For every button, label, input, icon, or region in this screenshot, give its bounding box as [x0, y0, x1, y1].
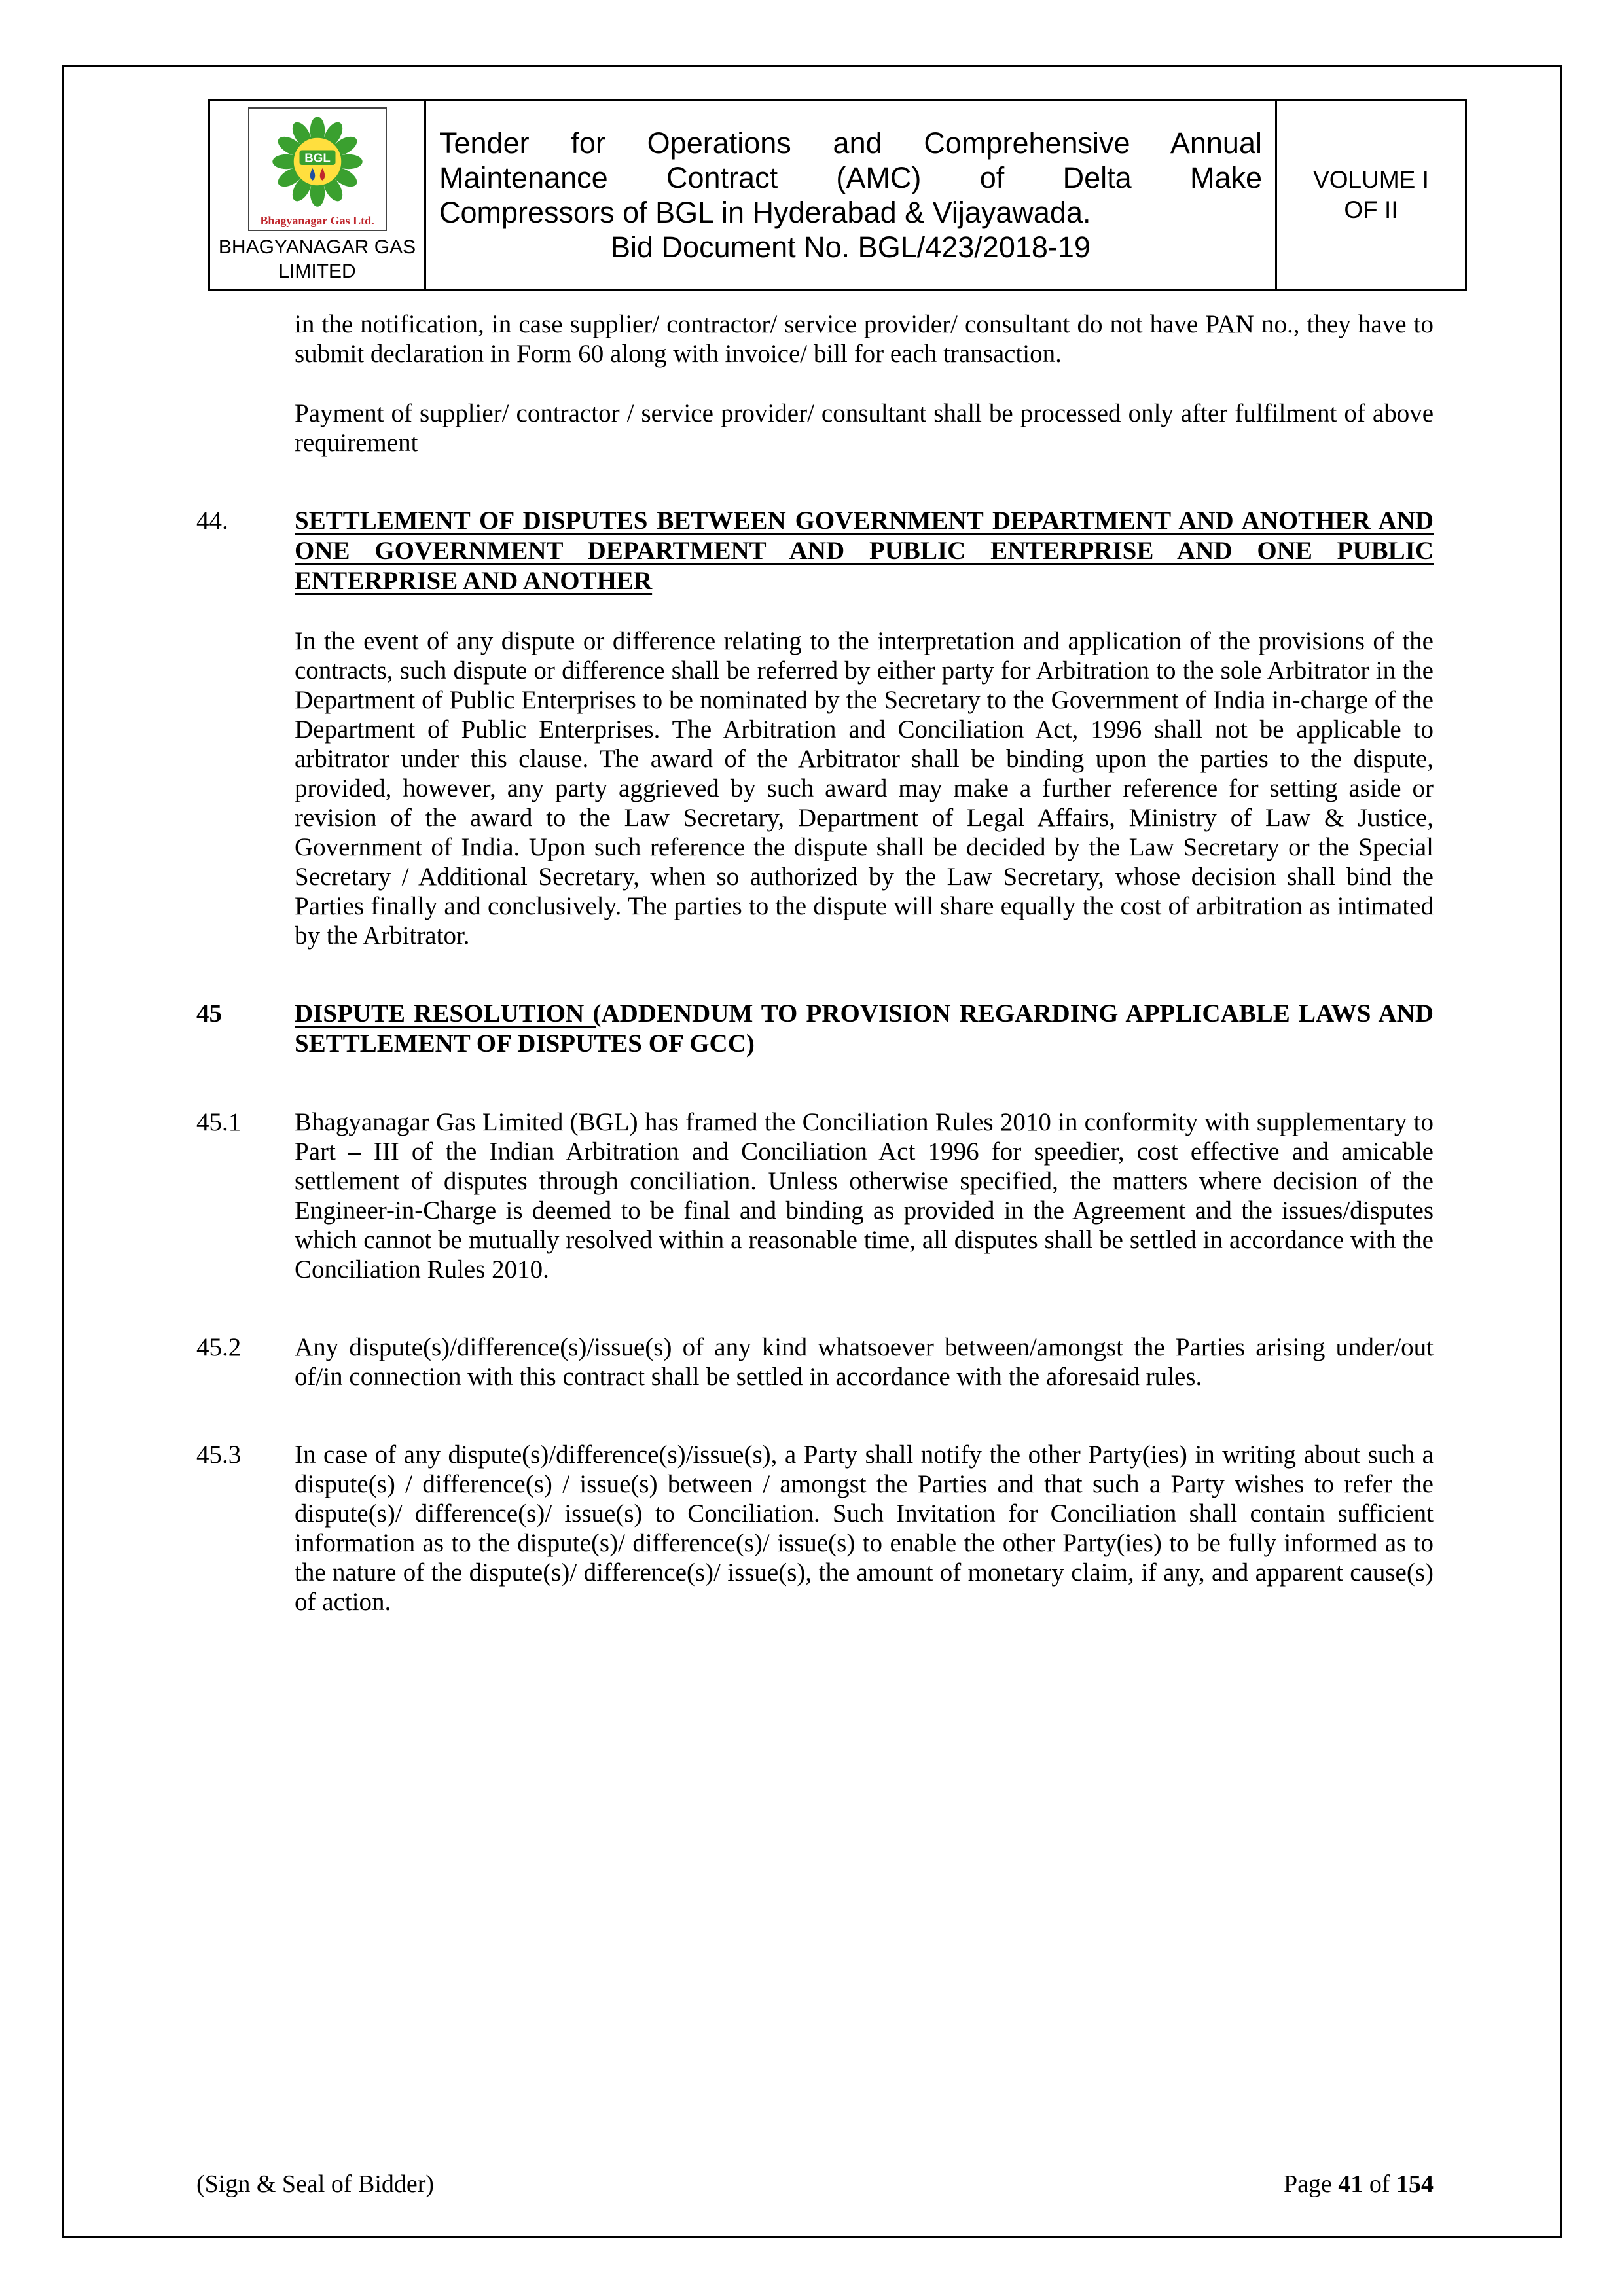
intro-paragraph-1: in the notification, in case supplier/ contractor/ service provider/ consultant do not have PAN no., they have to submit declaration in Form 60 along with invoice/ bill for each transaction.	[295, 310, 1434, 368]
logo-frame	[248, 107, 387, 231]
title-cell	[425, 100, 1276, 290]
logo-caption: Bhagyanagar Gas Ltd.	[260, 214, 374, 227]
header-table	[208, 99, 1467, 291]
logo-abbrev-text: BGL	[304, 151, 331, 165]
document-body	[196, 310, 1434, 1617]
intro-paragraph-2: Payment of supplier/ contractor / service provider/ consultant shall be processed only after fulfilment of above requirement	[295, 399, 1434, 457]
of-word: of	[1369, 2170, 1390, 2198]
section-45	[196, 999, 1434, 1059]
page-indicator	[1284, 2170, 1434, 2198]
section-44	[196, 506, 1434, 950]
bgl-logo-icon	[268, 113, 367, 211]
volume-cell	[1276, 100, 1466, 290]
subsection-45-2	[196, 1333, 1434, 1391]
page-word: Page	[1283, 2170, 1332, 2198]
volume-line-2: OF II	[1344, 196, 1398, 223]
tender-title-line: Tender for Operations and Comprehensive Annual	[439, 126, 1262, 160]
section-45-number: 45	[196, 999, 222, 1028]
page-border	[62, 65, 1562, 2238]
section-45-heading-underlined: DISPUTE RESOLUTION (	[295, 999, 602, 1028]
subsection-45-2-number: 45.2	[196, 1333, 242, 1361]
page-total: 154	[1396, 2170, 1434, 2198]
subsection-45-3-number: 45.3	[196, 1441, 242, 1469]
page-footer	[196, 2170, 1434, 2198]
sign-seal-label: (Sign & Seal of Bidder)	[196, 2170, 435, 2198]
section-45-heading-rest: ADDENDUM TO PROVISION REGARDING APPLICABLE LAWS AND SETTLEMENT OF DISPUTES OF GCC)	[295, 999, 1434, 1058]
logo-cell	[209, 100, 425, 290]
subsection-45-1-number: 45.1	[196, 1108, 242, 1136]
subsection-45-1	[196, 1107, 1434, 1284]
section-44-number: 44.	[196, 507, 228, 535]
volume-line-1: VOLUME I	[1313, 166, 1429, 193]
subsection-45-2-text: Any dispute(s)/difference(s)/issue(s) of any kind whatsoever between/amongst the Parties arising under/out of/in connection with this contract shall be settled in accordance with the aforesaid rules.	[295, 1333, 1434, 1391]
org-name: BHAGYANAGAR GAS LIMITED	[218, 236, 416, 282]
section-45-heading	[295, 999, 1434, 1059]
tender-title	[439, 126, 1262, 230]
tender-title-line: Maintenance Contract (AMC) of Delta Make	[439, 160, 1262, 194]
subsection-45-1-text: Bhagyanagar Gas Limited (BGL) has framed the Conciliation Rules 2010 in conformity with supplementary to Part – III of the Indian Arbitration and Conciliation Act 1996 for speedier, cost effective and amicable settlement of disputes through conciliation. Unless otherwise specified, the matters where decision of the Engineer-in-Charge is deemed to be final and binding as provided in the Agreement and the issues/disputes which cannot be mutually resolved within a reasonable time, all disputes shall be settled in accordance with the Conciliation Rules 2010.	[295, 1108, 1434, 1283]
section-44-paragraph: In the event of any dispute or difference relating to the interpretation and application of the provisions of the contracts, such dispute or difference shall be referred by either party for Arbitration to the sole Arbitrator in the Department of Public Enterprises to be nominated by the Secretary to the Government of India in-charge of the Department of Public Enterprises. The Arbitration and Conciliation Act, 1996 shall not be applicable to arbitrator under this clause. The award of the Arbitrator shall be binding upon the parties to the dispute, provided, however, any party aggrieved by such award may make a further reference for setting aside or revision of the award to the Law Secretary, Department of Legal Affairs, Ministry of Law & Justice, Government of India. Upon such reference the dispute shall be decided by the Law Secretary or the Special Secretary / Additional Secretary, when so authorized by the Law Secretary, whose decision shall bind the Parties finally and conclusively. The parties to the dispute will share equally the cost of arbitration as intimated by the Arbitrator.	[295, 627, 1434, 950]
section-44-heading: SETTLEMENT OF DISPUTES BETWEEN GOVERNMENT DEPARTMENT AND ANOTHER AND ONE GOVERNMENT DEPARTMENT AND PUBLIC ENTERPRISE AND ONE PUBLIC ENTERPRISE AND ANOTHER	[295, 507, 1434, 595]
subsection-45-3-text: In case of any dispute(s)/difference(s)/issue(s), a Party shall notify the other Party(ies) in writing about such a dispute(s) / difference(s) / issue(s) between / amongst the Parties and that such a Party wishes to refer the dispute(s)/ difference(s)/ issue(s) to Conciliation. Such Invitation for Conciliation shall contain sufficient information as to the dispute(s)/ difference(s)/ issue(s) to enable the other Party(ies) to be fully informed as to the nature of the dispute(s)/ difference(s)/ issue(s), the amount of monetary claim, if any, and apparent cause(s) of action.	[295, 1441, 1434, 1616]
subsection-45-3	[196, 1440, 1434, 1617]
bid-document-number: Bid Document No. BGL/423/2018-19	[611, 230, 1091, 264]
tender-title-line: Compressors of BGL in Hyderabad & Vijayawada.	[439, 195, 1091, 229]
page-number: 41	[1338, 2170, 1363, 2198]
